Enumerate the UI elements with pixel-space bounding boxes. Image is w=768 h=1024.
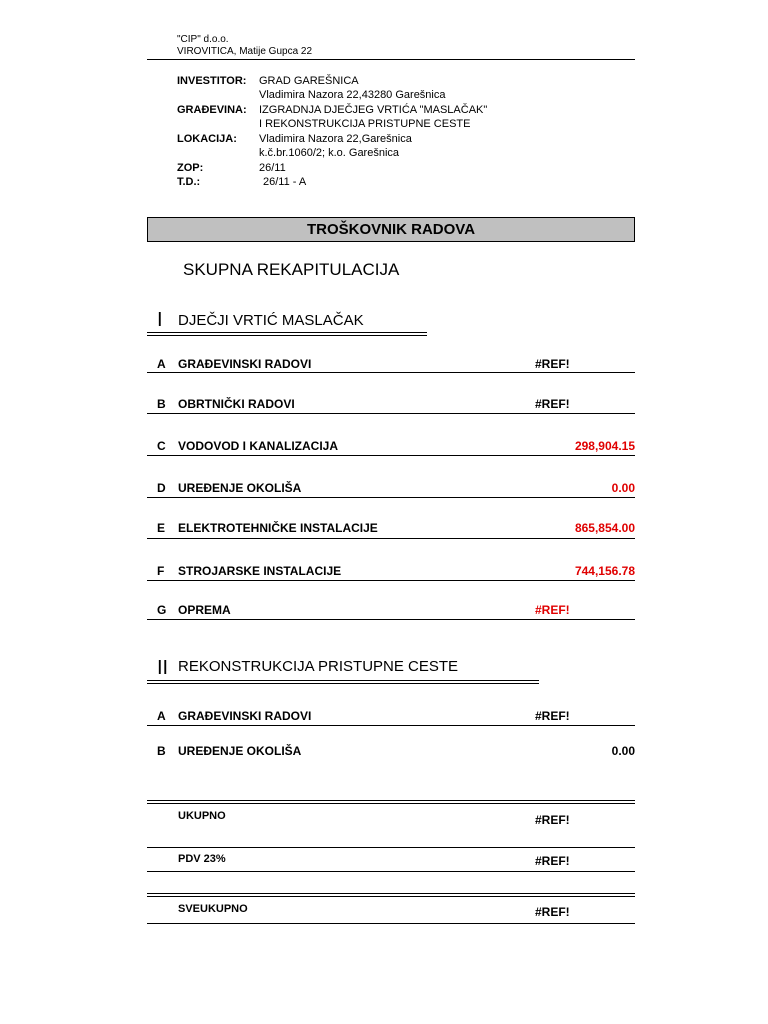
td-value: 26/11 - A xyxy=(263,176,307,188)
row-divider xyxy=(147,455,635,456)
item-letter: B xyxy=(157,744,166,758)
pdv-value: #REF! xyxy=(535,854,570,868)
item-name: GRAĐEVINSKI RADOVI xyxy=(178,357,312,371)
item-name: VODOVOD I KANALIZACIJA xyxy=(178,439,339,453)
item-name: ELEKTROTEHNIČKE INSTALACIJE xyxy=(178,521,378,535)
item-name: GRAĐEVINSKI RADOVI xyxy=(178,709,312,723)
item-value: 0.00 xyxy=(611,481,635,495)
section1-number: I xyxy=(157,309,163,331)
item-name: UREĐENJE OKOLIŠA xyxy=(178,744,302,758)
item-letter: D xyxy=(157,481,166,495)
item-value: 0.00 xyxy=(611,744,635,758)
item-letter: F xyxy=(157,564,165,578)
item-value: #REF! xyxy=(535,357,570,371)
row-divider xyxy=(147,497,635,498)
section1-title: DJEČJI VRTIĆ MASLAČAK xyxy=(178,312,364,329)
ukupno-label: UKUPNO xyxy=(178,810,226,822)
investitor-line1: GRAD GAREŠNICA xyxy=(259,75,359,87)
section1-underline2 xyxy=(147,335,427,336)
row-divider xyxy=(147,619,635,620)
td-label: T.D.: xyxy=(177,176,201,188)
item-letter: E xyxy=(157,521,166,535)
item-name: OPREMA xyxy=(178,603,231,617)
gradevina-label: GRAĐEVINA: xyxy=(177,104,247,116)
pdv-bottom-line xyxy=(147,871,635,872)
item-letter: G xyxy=(157,603,167,617)
gradevina-line1: IZGRADNJA DJEČJEG VRTIĆA "MASLAČAK" xyxy=(259,104,488,116)
ukupno-bottom-line xyxy=(147,847,635,848)
lokacija-line1: Vladimira Nazora 22,Garešnica xyxy=(259,133,412,145)
item-value: #REF! xyxy=(535,397,570,411)
sveukupno-top-line xyxy=(147,893,635,894)
section2-underline xyxy=(147,680,539,681)
item-value: #REF! xyxy=(535,603,570,617)
row-divider xyxy=(147,372,635,373)
totals-top-line xyxy=(147,800,635,801)
document-title: TROŠKOVNIK RADOVA xyxy=(147,217,635,242)
company-name: "CIP" d.o.o. xyxy=(177,34,229,45)
item-letter: A xyxy=(157,709,166,723)
document-subtitle: SKUPNA REKAPITULACIJA xyxy=(183,260,400,279)
item-value: 744,156.78 xyxy=(574,564,635,578)
sveukupno-top-line2 xyxy=(147,896,635,897)
row-divider xyxy=(147,725,635,726)
item-letter: C xyxy=(157,439,166,453)
company-address: VIROVITICA, Matije Gupca 22 xyxy=(177,46,313,57)
item-value: #REF! xyxy=(535,709,570,723)
item-value: 298,904.15 xyxy=(574,439,635,453)
ukupno-value: #REF! xyxy=(535,813,570,827)
item-name: STROJARSKE INSTALACIJE xyxy=(178,564,342,578)
sveukupno-bottom-line xyxy=(147,923,635,924)
header-divider xyxy=(147,59,635,60)
item-name: OBRTNIČKI RADOVI xyxy=(178,397,295,411)
totals-top-line2 xyxy=(147,803,635,804)
zop-value: 26/11 xyxy=(259,162,286,174)
item-letter: A xyxy=(157,357,166,371)
section2-title: REKONSTRUKCIJA PRISTUPNE CESTE xyxy=(178,658,459,675)
row-divider xyxy=(147,580,635,581)
lokacija-line2: k.č.br.1060/2; k.o. Garešnica xyxy=(259,147,400,159)
investitor-label: INVESTITOR: xyxy=(177,75,247,87)
section2-underline2 xyxy=(147,683,539,684)
item-letter: B xyxy=(157,397,166,411)
row-divider xyxy=(147,413,635,414)
pdv-label: PDV 23% xyxy=(178,853,226,865)
sveukupno-label: SVEUKUPNO xyxy=(178,903,248,915)
section2-number: II xyxy=(157,657,169,679)
gradevina-line2: I REKONSTRUKCIJA PRISTUPNE CESTE xyxy=(259,118,471,130)
zop-label: ZOP: xyxy=(177,162,204,174)
item-name: UREĐENJE OKOLIŠA xyxy=(178,481,302,495)
section1-underline xyxy=(147,332,427,333)
sveukupno-value: #REF! xyxy=(535,905,570,919)
lokacija-label: LOKACIJA: xyxy=(177,133,237,145)
row-divider xyxy=(147,538,635,539)
investitor-line2: Vladimira Nazora 22,43280 Garešnica xyxy=(259,89,446,101)
item-value: 865,854.00 xyxy=(574,521,635,535)
